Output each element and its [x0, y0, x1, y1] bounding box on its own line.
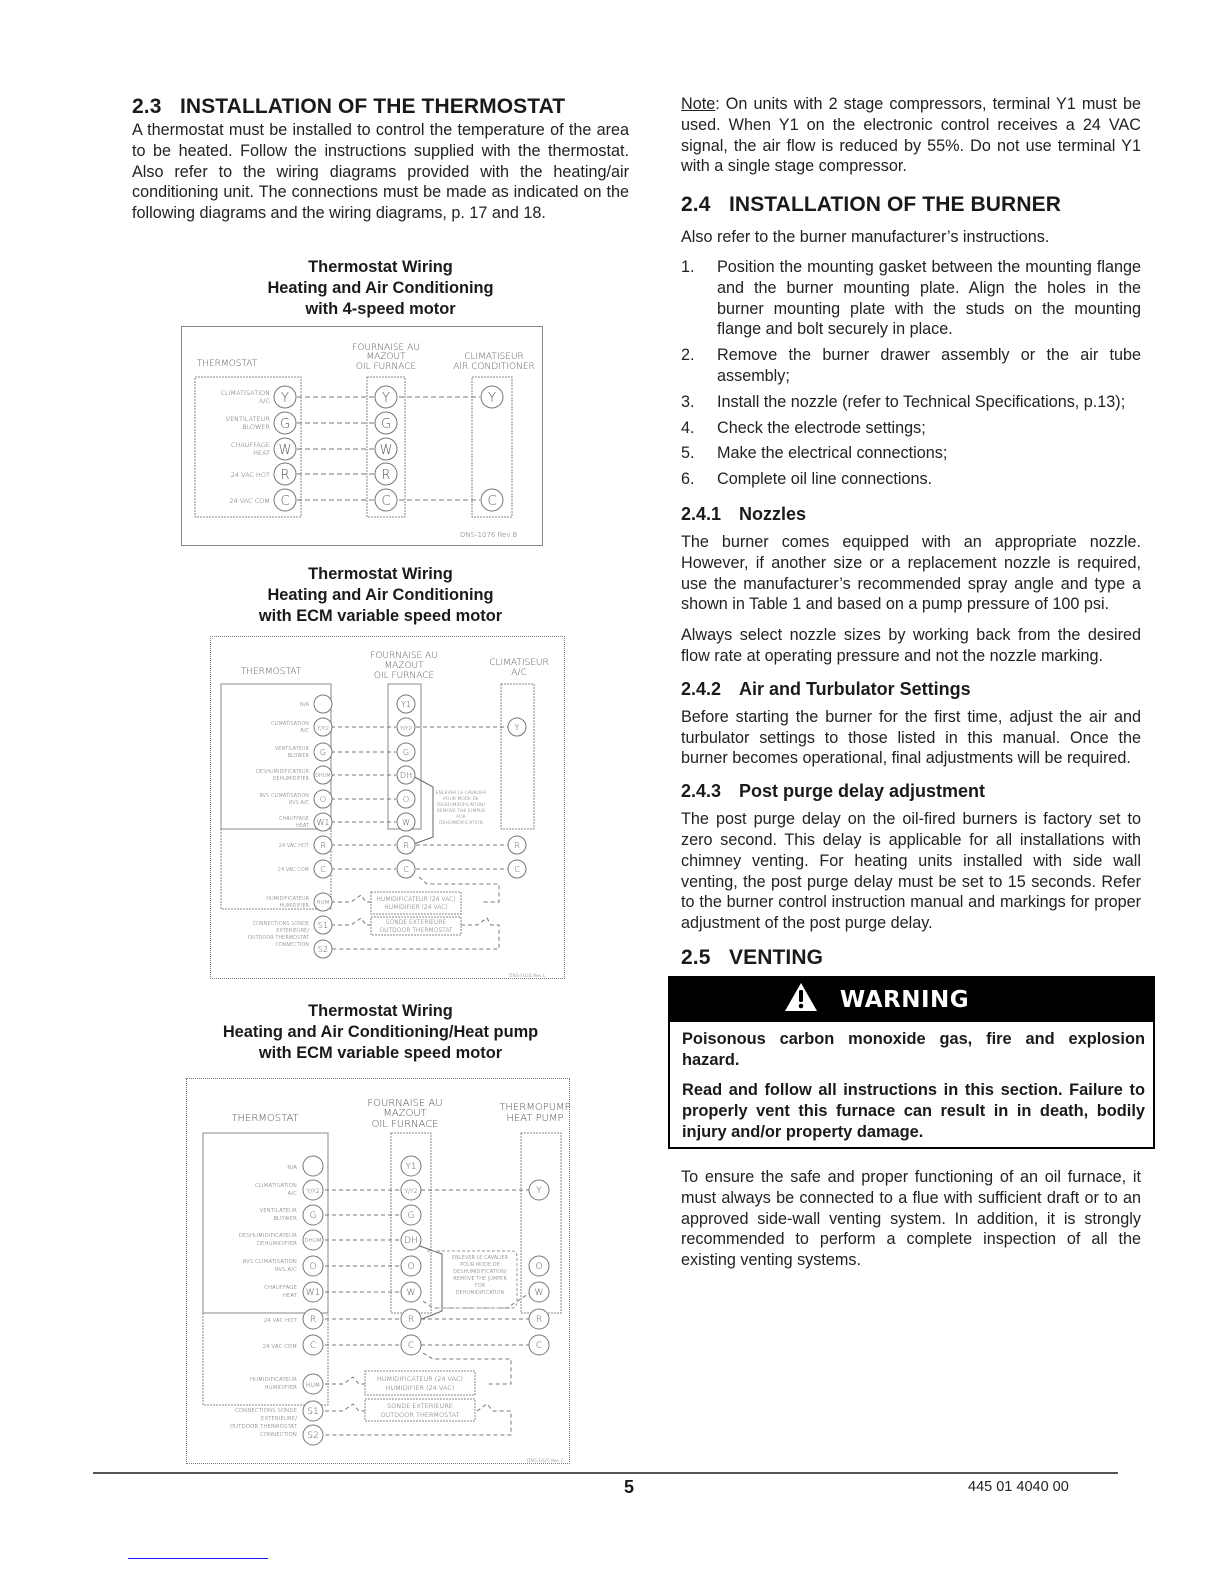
jumper-note: DESHUMIDIFICATION/ — [436, 803, 486, 808]
terminal-r: R — [320, 841, 326, 850]
step-item — [681, 469, 1141, 490]
row-label: RVS A/C — [275, 1267, 297, 1273]
step-item — [681, 345, 1141, 387]
step-item — [681, 257, 1141, 340]
terminal-y-y2: Y/Y2 — [316, 726, 330, 732]
caption-line: with ECM variable speed motor — [258, 1044, 503, 1062]
header-furnace: FOURNAISE AU — [352, 343, 420, 353]
note-label: Note — [681, 95, 716, 113]
device-label: HUMIDIFICATEUR (24 VAC) — [377, 1375, 463, 1383]
terminal-w: W — [406, 1288, 416, 1298]
caption-line: with ECM variable speed motor — [258, 607, 503, 625]
row-label: CLIMATISATION — [255, 1183, 297, 1189]
row-label: CHAUFFAGE — [279, 816, 309, 822]
section-2-4-1-heading — [681, 503, 1141, 525]
terminal-y-y2: Y/Y2 — [404, 1188, 418, 1195]
venting-paragraph: To ensure the safe and proper functioning of an oil furnace, it must always be connected to a flue with sufficient draft or to an approved side-wall venting system. In addition, it is strongly recommended to perform a complete inspection of all the existing venting systems. — [681, 1167, 1141, 1270]
section-title: INSTALLATION OF THE BURNER — [729, 193, 1061, 217]
jumper-note: ENLEVER LE CAVALIER — [451, 1255, 509, 1261]
section-title: INSTALLATION OF THE THERMOSTAT — [180, 95, 566, 118]
air-turbulator-paragraph: Before starting the burner for the first time, adjust the air and turbulator settings to those listed in this manual. Once the burner becomes operational, final adjustments will be required. — [681, 707, 1141, 768]
device-label: HUMIDIFIER (24 VAC) — [384, 904, 448, 911]
section-number: 2.4.3 — [681, 781, 722, 802]
header-outdoor: A/C — [511, 668, 527, 678]
row-label: RVS A/C — [289, 800, 309, 806]
terminal-y: Y — [281, 391, 289, 406]
step-item — [681, 418, 1141, 439]
wiring-diagram-svg — [182, 327, 544, 547]
header-outdoor: THERMOPUMP — [499, 1102, 571, 1113]
row-label: CONNECTION — [259, 1432, 297, 1438]
terminal-y: Y — [514, 723, 520, 732]
row-label: CLIMATISATION — [270, 721, 309, 727]
jumper-note: DESHUMIDIFICATION/ — [453, 1269, 507, 1275]
terminal-hum: HUM — [316, 900, 330, 906]
terminal-o: O — [309, 1262, 317, 1272]
header-furnace: MAZOUT — [383, 1108, 427, 1119]
row-label: CHAUFFAGE — [231, 441, 270, 449]
terminal-r: R — [381, 468, 391, 483]
jumper-note: FOR — [474, 1283, 486, 1289]
terminal-w: W — [278, 443, 292, 458]
section-number: 2.3 — [132, 95, 162, 118]
terminal-y: Y — [536, 1186, 542, 1196]
terminal-o: O — [535, 1262, 543, 1272]
caption-line: Thermostat Wiring — [308, 1002, 453, 1020]
row-label: RVS CLIMATISATION — [259, 793, 309, 799]
row-label: 24 VAC COM — [277, 867, 309, 873]
post-purge-paragraph: The post purge delay on the oil-fired burners is factory set to zero second. This delay is applicable for all installations with chimney venting. For heating units installed with side wall venting, the post purge delay must be set to 15 seconds. Refer to the burner control instruction manual and markings for proper adjustment of the post purge delay. — [681, 810, 1141, 933]
terminal-c: C — [403, 865, 409, 874]
terminal-o: O — [407, 1262, 415, 1272]
jumper-note: REMOVE THE JUMPER — [453, 1276, 507, 1282]
step-number: 6. — [681, 470, 695, 489]
jumper-note: REMOVE THE JUMPER — [436, 809, 486, 814]
row-label: DEHUMIDIFIER — [256, 1241, 297, 1247]
terminal-w: W — [534, 1288, 544, 1298]
terminal-g: G — [309, 1211, 317, 1221]
header-furnace: OIL FURNACE — [371, 1119, 439, 1130]
drawing-ref: DNS-1025 Rev.C — [527, 1459, 564, 1464]
jumper-note: DEHUMIDIFICATION — [439, 821, 483, 826]
terminal-r: R — [280, 468, 290, 483]
terminal-s1: S1 — [307, 1407, 319, 1417]
row-label: A/C — [258, 397, 270, 405]
row-label: BLOWER — [287, 753, 309, 759]
terminal-r: R — [407, 1315, 415, 1325]
row-label: EXTERIEURE/ — [276, 928, 309, 934]
row-label: CLIMATISATION — [220, 389, 270, 397]
section-number: 2.4 — [681, 193, 711, 217]
terminal-c: C — [381, 494, 391, 509]
warning-box — [668, 976, 1155, 1149]
section-2-4-3-heading — [681, 780, 1141, 802]
jumper-note: DEHUMIDIFICATION — [455, 1290, 505, 1296]
header-furnace: FOURNAISE AU — [367, 1098, 443, 1109]
device-label: OUTDOOR THERMOSTAT — [379, 927, 453, 934]
terminal-r: R — [514, 841, 520, 850]
figure-2-caption — [132, 564, 629, 627]
device-label: HUMIDIFICATEUR (24 VAC) — [376, 896, 456, 903]
warning-body — [670, 1022, 1153, 1147]
row-label: DESHUMIDIFICATEUR — [238, 1233, 297, 1239]
step-number: 3. — [681, 392, 695, 411]
terminal-s2: S2 — [317, 945, 329, 954]
row-label: VENTILATEUR — [225, 415, 270, 423]
terminal-c: C — [514, 865, 520, 874]
section-title: VENTING — [729, 945, 824, 969]
terminal-c: C — [535, 1341, 543, 1351]
terminal-w: W — [379, 443, 393, 458]
note-paragraph — [681, 94, 1141, 177]
row-label: CONNECTION — [275, 942, 309, 948]
header-furnace: MAZOUT — [384, 661, 424, 671]
jumper-note: POUR MODE DE — [443, 797, 479, 802]
row-label: CHAUFFAGE — [264, 1285, 297, 1291]
row-label: VENTILATEUR — [259, 1208, 297, 1214]
figure-3-caption — [132, 1001, 629, 1064]
row-label: BLOWER — [273, 1216, 297, 1222]
terminal-y: Y — [488, 391, 496, 406]
header-outdoor: CLIMATISEUR — [464, 352, 524, 362]
row-label: CONNECTIONS SONDE — [252, 921, 309, 927]
row-label: RVS CLIMATISATION — [242, 1259, 297, 1265]
step-text: Make the electrical connections; — [717, 444, 948, 463]
terminal-w1: W1 — [305, 1288, 321, 1298]
row-label: A/C — [300, 728, 309, 734]
row-label: OUTDOOR THERMOSTAT — [247, 935, 309, 941]
row-label: DESHUMIDIFICATEUR — [256, 769, 309, 775]
section-2-4-2-heading — [681, 678, 1141, 700]
document-number: 445 01 4040 00 — [968, 1479, 1069, 1495]
section-2-4-heading — [681, 192, 1141, 217]
step-number: 1. — [681, 257, 695, 276]
drawing-ref: DNS-1024 Rev.C — [509, 974, 546, 979]
note-text: : On units with 2 stage compressors, terminal Y1 must be used. When Y1 on the electronic control receives a 24 VAC signal, the air flow is reduced by 55%. Do not use terminal Y1 with a single stage compressor. — [681, 95, 1141, 176]
warning-title: WARNING — [839, 986, 970, 1013]
drawing-ref: DNS-1076 Rev.B — [460, 531, 517, 539]
terminal-g: G — [279, 417, 291, 432]
header-thermostat: THERMOSTAT — [240, 667, 302, 677]
figure-1-caption — [132, 257, 629, 320]
terminal-g: G — [319, 748, 327, 757]
terminal-s2: S2 — [307, 1431, 319, 1441]
caption-line: Thermostat Wiring — [308, 565, 453, 583]
section-title: Air and Turbulator Settings — [739, 678, 971, 699]
row-label: EXTERIEURE/ — [260, 1416, 297, 1422]
terminal-c: C — [320, 865, 326, 874]
section-title: Nozzles — [739, 503, 807, 524]
left-column — [132, 94, 629, 224]
caption-line: Heating and Air Conditioning/Heat pump — [222, 1023, 539, 1041]
terminal-o: O — [319, 795, 327, 804]
row-label: DEHUMIDIFIER — [272, 776, 309, 782]
section-2-4-intro: Also refer to the burner manufacturer’s instructions. — [681, 228, 1050, 247]
terminal-c: C — [407, 1341, 415, 1351]
step-text: Check the electrode settings; — [717, 418, 926, 437]
jumper-note: POUR MODE DE — [460, 1262, 500, 1268]
terminal-y: Y — [382, 391, 390, 406]
row-label: CONNECTIONS SONDE — [234, 1408, 297, 1414]
wiring-diagram-ecm-heat-pump — [186, 1078, 570, 1464]
header-furnace: MAZOUT — [366, 352, 406, 362]
warning-header — [670, 978, 1153, 1022]
row-label: HUMIDIFIER — [279, 903, 309, 909]
wiring-diagram-4-speed — [181, 326, 543, 546]
device-label: OUTDOOR THERMOSTAT — [380, 1411, 460, 1419]
row-label: HUMIDIFICATEUR — [249, 1377, 297, 1383]
step-number: 5. — [681, 444, 695, 463]
terminal-w1: W1 — [316, 818, 330, 827]
terminal-r: R — [403, 841, 409, 850]
caption-line: Heating and Air Conditioning — [267, 279, 494, 297]
device-label: HUMIDIFIER (24 VAC) — [385, 1384, 455, 1392]
row-label: 24 VAC HOT — [278, 843, 309, 849]
page-number: 5 — [624, 1477, 635, 1497]
terminal-y1: Y1 — [401, 700, 411, 709]
section-2-3-heading — [132, 94, 629, 119]
terminal-dhum: DHUM — [304, 1238, 322, 1244]
terminal-dh: DH — [399, 771, 413, 780]
section-number: 2.4.1 — [681, 503, 722, 524]
row-label: OUTDOOR THERMOSTAT — [229, 1424, 297, 1430]
row-label: HUMIDIFIER — [264, 1385, 297, 1391]
warning-line: Poisonous carbon monoxide gas, fire and explosion hazard. — [682, 1029, 1145, 1069]
caption-line: Heating and Air Conditioning — [267, 586, 494, 604]
terminal-r: R — [535, 1315, 543, 1325]
row-label: HEAT — [295, 823, 309, 829]
terminal-y-y2: Y/Y2 — [399, 726, 413, 732]
row-label: 24 VAC HOT — [263, 1318, 297, 1324]
terminal-c: C — [280, 494, 290, 509]
step-item — [681, 392, 1141, 413]
terminal-w: W — [402, 818, 410, 827]
terminal-c: C — [309, 1341, 317, 1351]
header-furnace: OIL FURNACE — [373, 671, 435, 681]
header-outdoor: HEAT PUMP — [506, 1113, 564, 1124]
step-text: Complete oil line connections. — [717, 470, 933, 489]
row-label: VENTILATEUR — [274, 746, 309, 752]
wiring-diagram-svg — [211, 637, 566, 980]
header-thermostat: THERMOSTAT — [196, 359, 258, 369]
device-label: SONDE EXTERIEURE — [385, 919, 447, 926]
footer-divider — [93, 1472, 1118, 1474]
terminal-g: G — [407, 1211, 415, 1221]
header-outdoor: CLIMATISEUR — [489, 658, 549, 668]
terminal-dhum: DHUM — [315, 773, 331, 779]
terminal-y1: Y1 — [405, 1162, 417, 1172]
header-furnace: FOURNAISE AU — [370, 651, 438, 661]
nozzles-paragraph: The burner comes equipped with an appropriate nozzle. However, if another size or a replacement nozzle is required, use the manufacturer’s recommended spray angle and type a shown in Table 1 and based on a pump pressure of 100 psi. — [681, 532, 1141, 614]
row-label: N/A — [287, 1165, 297, 1171]
row-label: N/A — [300, 702, 309, 708]
device-label: SONDE EXTERIEURE — [387, 1402, 453, 1410]
jumper-note: ENLEVER LE CAVALIER — [435, 791, 487, 796]
header-thermostat: THERMOSTAT — [231, 1113, 299, 1124]
section-2-5-heading — [681, 945, 1141, 970]
terminal-r: R — [309, 1315, 317, 1325]
wiring-diagram-ecm-ac — [210, 636, 565, 979]
row-label: HEAT — [253, 449, 270, 457]
step-number: 4. — [681, 418, 695, 437]
step-text: Remove the burner drawer assembly or the air tube assembly; — [717, 346, 1141, 385]
section-title: Post purge delay adjustment — [739, 781, 986, 802]
row-label: A/C — [287, 1191, 297, 1197]
link-underline — [128, 1558, 268, 1559]
right-column — [681, 94, 1145, 1271]
header-outdoor: AIR CONDITIONER — [453, 362, 535, 372]
jumper-note: FOR — [456, 815, 466, 820]
warning-line: Read and follow all instructions in this section. Failure to properly vent this furnace can result in in death, bodily injury and/or property damage. — [682, 1080, 1145, 1141]
nozzles-paragraph: Always select nozzle sizes by working back from the desired flow rate at operating pressure and not the nozzle marking. — [681, 626, 1141, 665]
step-text: Install the nozzle (refer to Technical Specifications, p.13); — [717, 392, 1126, 411]
burner-installation-steps — [681, 257, 1141, 490]
step-number: 2. — [681, 346, 695, 365]
terminal-y-y2: Y/Y2 — [306, 1188, 320, 1195]
terminal-hum: HUM — [305, 1382, 321, 1389]
section-2-3-paragraph: A thermostat must be installed to control the temperature of the area to be heated. Follow the instructions supplied with the thermostat. Also refer to the wiring diagrams provided with the heating/air conditioning unit. The connections must be made as indicated on the following diagrams and the wiring diagrams, p. 17 and 18. — [132, 121, 629, 223]
section-number: 2.4.2 — [681, 678, 722, 699]
row-label: 24 VAC COM — [262, 1344, 297, 1350]
terminal-c: C — [487, 494, 497, 509]
terminal-o: O — [402, 795, 410, 804]
step-item — [681, 443, 1141, 464]
row-label: HEAT — [282, 1293, 297, 1299]
terminal-g: G — [402, 748, 410, 757]
step-text: Position the mounting gasket between the mounting flange and the burner mounting plate. Align the holes in the burner mounting plate with the studs on the mounting flange and bolt securely in place. — [717, 257, 1141, 339]
row-label: BLOWER — [242, 423, 270, 431]
terminal-dh: DH — [404, 1236, 418, 1246]
row-label: 24 VAC COM — [229, 497, 270, 505]
terminal-g: G — [380, 417, 392, 432]
warning-triangle-icon — [784, 982, 818, 1017]
header-furnace: OIL FURNACE — [355, 362, 417, 372]
caption-line: Thermostat Wiring — [308, 258, 453, 276]
row-label: 24 VAC HOT — [230, 471, 270, 479]
caption-line: with 4-speed motor — [305, 300, 456, 318]
wiring-diagram-svg — [187, 1079, 571, 1465]
section-number: 2.5 — [681, 945, 711, 969]
terminal-s1: S1 — [317, 921, 329, 930]
row-label: HUMIDIFICATEUR — [266, 896, 309, 902]
